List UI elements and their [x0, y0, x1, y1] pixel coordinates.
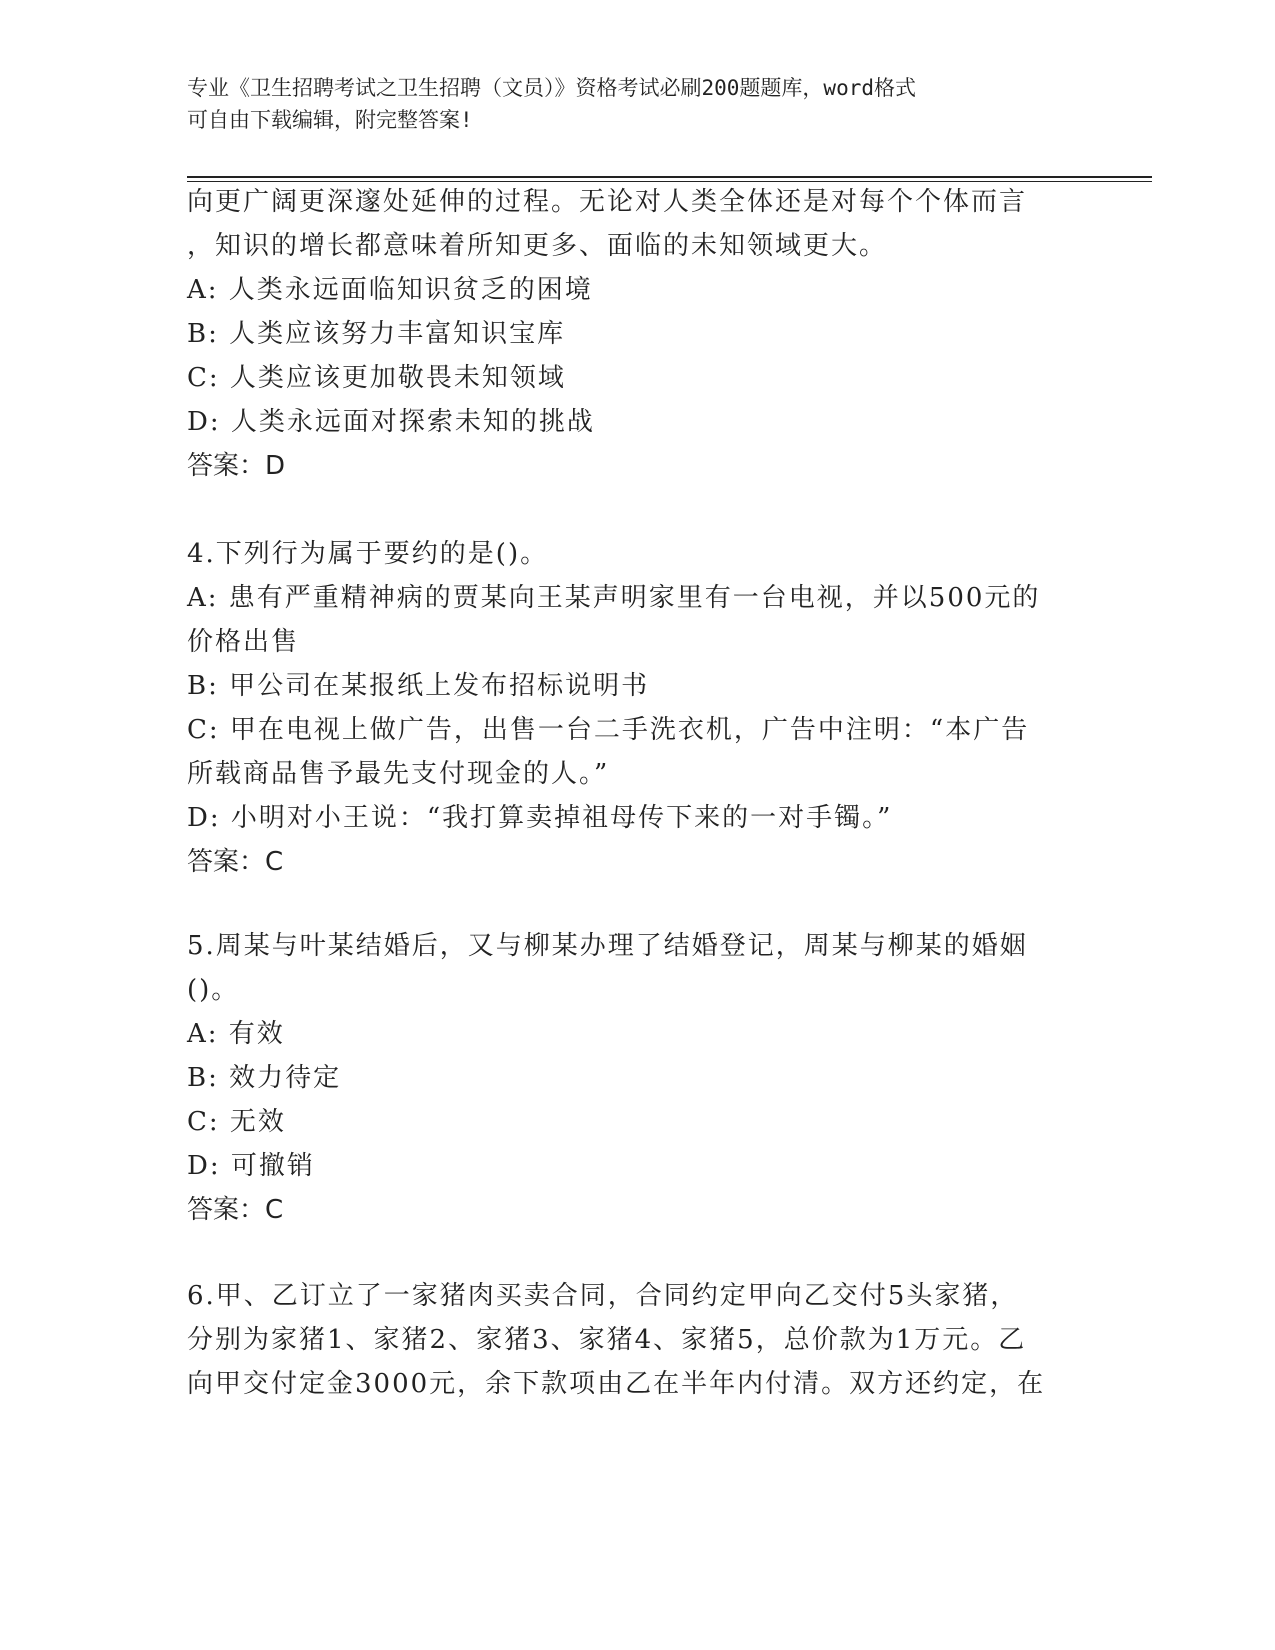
document-header: [187, 72, 1067, 136]
q5-stem-line-1: 5.周某与叶某结婚后，又与柳某办理了结婚登记，周某与柳某的婚姻: [187, 931, 1028, 961]
header-rule-thin: [187, 181, 1152, 182]
q5-option-b: B: 效力待定: [187, 1063, 342, 1093]
q3-stem-line-2: ，知识的增长都意味着所知更多、面临的未知领域更大。: [187, 231, 888, 261]
q4-answer: 答案：C: [187, 847, 284, 877]
header-line-1: 专业《卫生招聘考试之卫生招聘（文员）》资格考试必刷200题题库，word格式: [187, 76, 916, 100]
q3-option-a: A: 人类永远面临知识贫乏的困境: [187, 275, 593, 305]
q5-answer: 答案：C: [187, 1195, 284, 1225]
q4-option-c-line-2: 所载商品售予最先支付现金的人。”: [187, 759, 610, 789]
q6-stem-line-1: 6.甲、乙订立了一家猪肉买卖合同，合同约定甲向乙交付5头家猪，: [187, 1281, 1019, 1311]
q5-option-a: A: 有效: [187, 1019, 285, 1049]
q4-option-b: B: 甲公司在某报纸上发布招标说明书: [187, 671, 650, 701]
q5-stem-line-2: ()。: [187, 975, 240, 1005]
q3-option-d: D: 人类永远面对探索未知的挑战: [187, 407, 595, 437]
header-line-2: 可自由下载编辑，附完整答案!: [187, 108, 473, 132]
q3-option-c: C: 人类应该更加敬畏未知领域: [187, 363, 566, 393]
q3-option-b: B: 人类应该努力丰富知识宝库: [187, 319, 566, 349]
q4-option-a-line-1: A: 患有严重精神病的贾某向王某声明家里有一台电视，并以500元的: [187, 583, 1041, 613]
q5-option-c: C: 无效: [187, 1107, 286, 1137]
header-rule-thick: [187, 176, 1152, 178]
q4-option-c-line-1: C: 甲在电视上做广告，出售一台二手洗衣机，广告中注明：“本广告: [187, 715, 1030, 745]
q6-stem-line-2: 分别为家猪1、家猪2、家猪3、家猪4、家猪5，总价款为1万元。乙: [187, 1325, 1027, 1355]
q6-stem-line-3: 向甲交付定金3000元，余下款项由乙在半年内付清。双方还约定，在: [187, 1369, 1046, 1399]
q4-stem: 4.下列行为属于要约的是()。: [187, 539, 549, 569]
q3-answer: 答案：D: [187, 451, 286, 481]
q3-stem-line-1: 向更广阔更深邃处延伸的过程。无论对人类全体还是对每个个体而言: [187, 187, 1028, 217]
q5-option-d: D: 可撤销: [187, 1151, 315, 1181]
q4-option-d: D: 小明对小王说：“我打算卖掉祖母传下来的一对手镯。”: [187, 803, 893, 833]
q4-option-a-line-2: 价格出售: [187, 627, 300, 657]
